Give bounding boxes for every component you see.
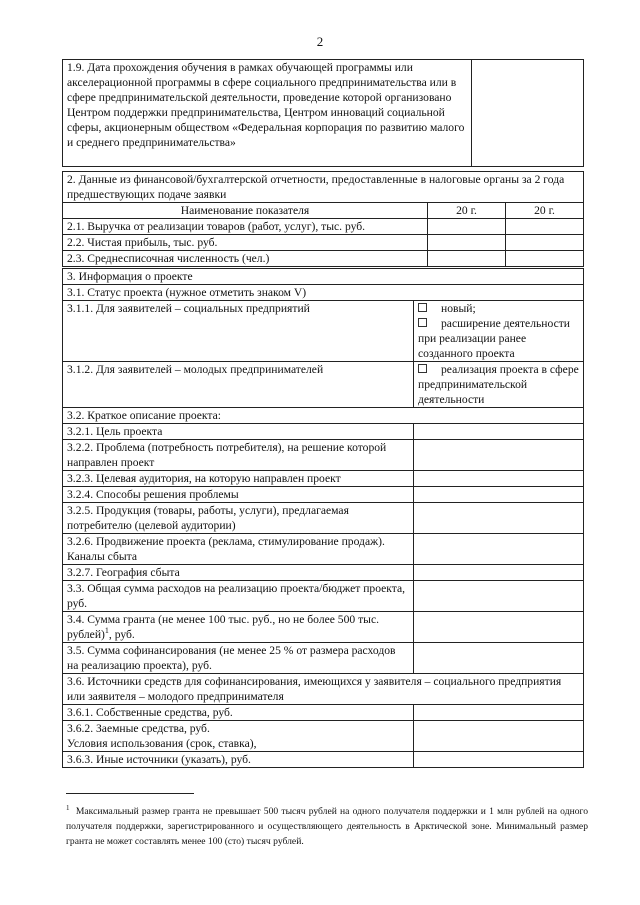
revenue-year-1-cell[interactable] xyxy=(428,219,506,235)
net-profit-year-1-cell[interactable] xyxy=(428,235,506,251)
social-enterprise-label: 3.1.1. Для заявителей – социальных предприятий xyxy=(63,301,414,362)
promotion-label: 3.2.6. Продвижение проекта (реклама, стимулирование продаж). Каналы сбыта xyxy=(63,534,414,565)
borrowed-funds-cell[interactable] xyxy=(414,721,584,752)
column-header-year-1: 20 г. xyxy=(428,203,506,219)
option-new[interactable]: новый; xyxy=(418,301,579,316)
headcount-year-1-cell[interactable] xyxy=(428,251,506,267)
promotion-cell[interactable] xyxy=(414,534,584,565)
young-entrepreneur-options xyxy=(414,362,584,408)
headcount-year-2-cell[interactable] xyxy=(506,251,584,267)
headcount-label: 2.3. Среднесписочная численность (чел.) xyxy=(63,251,428,267)
products-label: 3.2.5. Продукция (товары, работы, услуги), предлагаемая потребителю (целевой аудитории) xyxy=(63,503,414,534)
project-goal-label: 3.2.1. Цель проекта xyxy=(63,424,414,440)
solution-methods-cell[interactable] xyxy=(414,487,584,503)
other-sources-cell[interactable] xyxy=(414,752,584,768)
solution-methods-label: 3.2.4. Способы решения проблемы xyxy=(63,487,414,503)
checkbox-icon[interactable] xyxy=(418,303,427,312)
social-enterprise-options xyxy=(414,301,584,362)
target-audience-label: 3.2.3. Целевая аудитория, на которую направлен проект xyxy=(63,471,414,487)
footnote-divider xyxy=(66,793,194,794)
project-section-title: 3. Информация о проекте xyxy=(63,269,584,285)
training-date-value-cell[interactable] xyxy=(472,60,584,167)
cofinancing-cell[interactable] xyxy=(414,643,584,674)
option-project-implementation[interactable]: реализация проекта в сфере предпринимательской деятельности xyxy=(418,363,579,406)
footnote xyxy=(66,804,588,849)
column-header-indicator: Наименование показателя xyxy=(63,203,428,219)
sales-geography-label: 3.2.7. География сбыта xyxy=(63,565,414,581)
own-funds-cell[interactable] xyxy=(414,705,584,721)
footnote-text: Максимальный размер гранта не превышает 500 тысяч рублей на одного получателя поддержки и 1 млн рублей на одного получателя поддержки, зарегистрированного и осуществляющего деятельность в Арктической зоне. Минимальный размер гранта не может составлять менее 100 (сто) тысяч рублей. xyxy=(66,806,589,847)
revenue-year-2-cell[interactable] xyxy=(506,219,584,235)
column-header-year-2: 20 г. xyxy=(506,203,584,219)
total-budget-cell[interactable] xyxy=(414,581,584,612)
sales-geography-cell[interactable] xyxy=(414,565,584,581)
project-status-title: 3.1. Статус проекта (нужное отметить знаком V) xyxy=(63,285,584,301)
net-profit-year-2-cell[interactable] xyxy=(506,235,584,251)
checkbox-icon[interactable] xyxy=(418,318,427,327)
project-problem-label: 3.2.2. Проблема (потребность потребителя), на решение которой направлен проект xyxy=(63,440,414,471)
financial-data-table xyxy=(62,171,584,267)
project-description-title: 3.2. Краткое описание проекта: xyxy=(63,408,584,424)
net-profit-label: 2.2. Чистая прибыль, тыс. руб. xyxy=(63,235,428,251)
own-funds-label: 3.6.1. Собственные средства, руб. xyxy=(63,705,414,721)
training-date-table xyxy=(62,59,584,167)
project-info-table xyxy=(62,268,584,768)
borrowed-funds-label: 3.6.2. Заемные средства, руб. Условия использования (срок, ставка), xyxy=(63,721,414,752)
project-goal-cell[interactable] xyxy=(414,424,584,440)
grant-amount-label: 3.4. Сумма гранта (не менее 100 тыс. руб., но не более 500 тыс. рублей)$^1$, руб. xyxy=(63,612,414,643)
total-budget-label: 3.3. Общая сумма расходов на реализацию проекта/бюджет проекта, руб. xyxy=(63,581,414,612)
cofinancing-label: 3.5. Сумма софинансирования (не менее 25 % от размера расходов на реализацию проекта), руб. xyxy=(63,643,414,674)
cofinancing-sources-title: 3.6. Источники средств для софинансирования, имеющихся у заявителя – социального предприятия или заявителя – молодого предпринимателя xyxy=(63,674,584,705)
revenue-label: 2.1. Выручка от реализации товаров (работ, услуг), тыс. руб. xyxy=(63,219,428,235)
financial-section-title: 2. Данные из финансовой/бухгалтерской отчетности, предоставленные в налоговые органы за 2 года предшествующих подаче заявки xyxy=(63,172,584,203)
footnote-marker: 1 xyxy=(66,803,70,812)
grant-amount-cell[interactable] xyxy=(414,612,584,643)
products-cell[interactable] xyxy=(414,503,584,534)
borrowed-terms-label: Условия использования (срок, ставка), xyxy=(67,737,257,750)
page-number: 2 xyxy=(316,34,324,49)
footnote-reference: 1 xyxy=(104,626,109,636)
target-audience-cell[interactable] xyxy=(414,471,584,487)
other-sources-label: 3.6.3. Иные источники (указать), руб. xyxy=(63,752,414,768)
young-entrepreneur-label: 3.1.2. Для заявителей – молодых предпринимателей xyxy=(63,362,414,408)
training-date-label: 1.9. Дата прохождения обучения в рамках обучающей программы или акселерационной программы в сфере социального предпринимательства или в сфере предпринимательской деятельности, проведение которой организовано Центром поддержки предпринимательства, Центром инноваций социальной сферы, акционерным обществом «Федеральная корпорация по развитию малого и среднего предпринимательства» xyxy=(63,60,472,167)
project-problem-cell[interactable] xyxy=(414,440,584,471)
checkbox-icon[interactable] xyxy=(418,364,427,373)
option-expansion[interactable]: расширение деятельности при реализации ранее созданного проекта xyxy=(418,317,570,360)
